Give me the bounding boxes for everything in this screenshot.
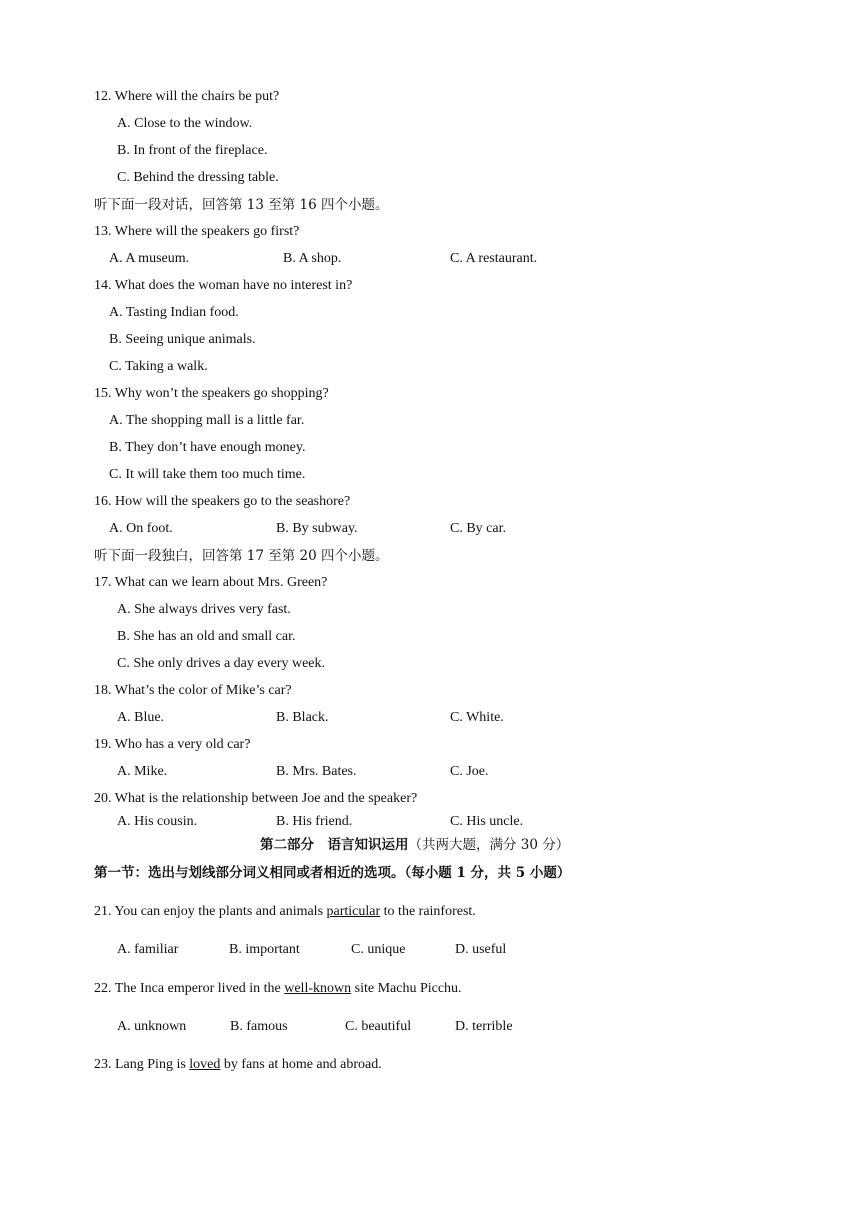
- q23-underlined-word: loved: [189, 1057, 221, 1072]
- q16-option-b: B. By subway.: [276, 521, 358, 536]
- question-14: 14. What does the woman have no interest in?: [94, 278, 353, 293]
- q14-option-c: C. Taking a walk.: [109, 359, 208, 374]
- q12-option-a: A. Close to the window.: [117, 116, 253, 131]
- q21-text-after: to the rainforest.: [380, 904, 476, 919]
- question-17: 17. What can we learn about Mrs. Green?: [94, 575, 328, 590]
- question-22: [94, 980, 462, 998]
- q12-option-c: C. Behind the dressing table.: [117, 170, 279, 185]
- q22-option-b: B. famous: [230, 1019, 288, 1034]
- question-13: 13. Where will the speakers go first?: [94, 224, 300, 239]
- question-16: 16. How will the speakers go to the seashore?: [94, 494, 351, 509]
- q18-option-b: B. Black.: [276, 710, 329, 725]
- q22-option-c: C. beautiful: [345, 1019, 412, 1034]
- q15-option-a: A. The shopping mall is a little far.: [109, 413, 305, 428]
- q16-option-a: A. On foot.: [109, 521, 173, 536]
- q18-option-c: C. White.: [450, 710, 504, 725]
- q15-option-b: B. They don’t have enough money.: [109, 440, 306, 455]
- q21-text-before: 21. You can enjoy the plants and animals: [94, 904, 327, 919]
- q20-option-c: C. His uncle.: [450, 814, 524, 829]
- q17-option-c: C. She only drives a day every week.: [117, 656, 325, 671]
- part-two-note: （共两大题，满分 30 分）: [408, 837, 570, 853]
- q22-underlined-word: well-known: [284, 981, 352, 996]
- q12-option-b: B. In front of the fireplace.: [117, 143, 268, 158]
- q13-option-a: A. A museum.: [109, 251, 190, 266]
- q17-option-a: A. She always drives very fast.: [117, 602, 291, 617]
- q22-option-a: A. unknown: [117, 1019, 187, 1034]
- q22-text-before: 22. The Inca emperor lived in the: [94, 981, 285, 996]
- question-20: 20. What is the relationship between Joe and the speaker?: [94, 791, 418, 806]
- q19-option-b: B. Mrs. Bates.: [276, 764, 357, 779]
- q19-option-a: A. Mike.: [117, 764, 168, 779]
- q22-option-d: D. terrible: [455, 1019, 513, 1034]
- part-two-heading: [260, 836, 569, 854]
- q19-option-c: C. Joe.: [450, 764, 489, 779]
- question-12: 12. Where will the chairs be put?: [94, 89, 280, 104]
- question-21: [94, 903, 476, 921]
- q21-option-c: C. unique: [351, 942, 406, 957]
- part-two-title: 第二部分 语言知识运用: [260, 837, 409, 853]
- q13-option-b: B. A shop.: [283, 251, 342, 266]
- q23-text-after: by fans at home and abroad.: [220, 1057, 382, 1072]
- question-23: [94, 1056, 382, 1074]
- section-one-instruction: 第一节：选出与划线部分词义相同或者相近的选项。（每小题 1 分，共 5 小题）: [94, 865, 571, 881]
- q21-option-d: D. useful: [455, 942, 507, 957]
- q20-option-a: A. His cousin.: [117, 814, 198, 829]
- question-15: 15. Why won’t the speakers go shopping?: [94, 386, 329, 401]
- section-instruction-13-16: 听下面一段对话，回答第 13 至第 16 四个小题。: [94, 197, 389, 213]
- question-18: 18. What’s the color of Mike’s car?: [94, 683, 292, 698]
- q18-option-a: A. Blue.: [117, 710, 165, 725]
- section-instruction-17-20: 听下面一段独白，回答第 17 至第 20 四个小题。: [94, 548, 389, 564]
- q14-option-b: B. Seeing unique animals.: [109, 332, 256, 347]
- q23-text-before: 23. Lang Ping is: [94, 1057, 190, 1072]
- q17-option-b: B. She has an old and small car.: [117, 629, 296, 644]
- question-19: 19. Who has a very old car?: [94, 737, 251, 752]
- q21-option-a: A. familiar: [117, 942, 179, 957]
- q21-underlined-word: particular: [326, 904, 381, 919]
- q15-option-c: C. It will take them too much time.: [109, 467, 306, 482]
- q21-option-b: B. important: [229, 942, 300, 957]
- q16-option-c: C. By car.: [450, 521, 506, 536]
- q20-option-b: B. His friend.: [276, 814, 353, 829]
- q13-option-c: C. A restaurant.: [450, 251, 538, 266]
- q14-option-a: A. Tasting Indian food.: [109, 305, 239, 320]
- q22-text-after: site Machu Picchu.: [351, 981, 462, 996]
